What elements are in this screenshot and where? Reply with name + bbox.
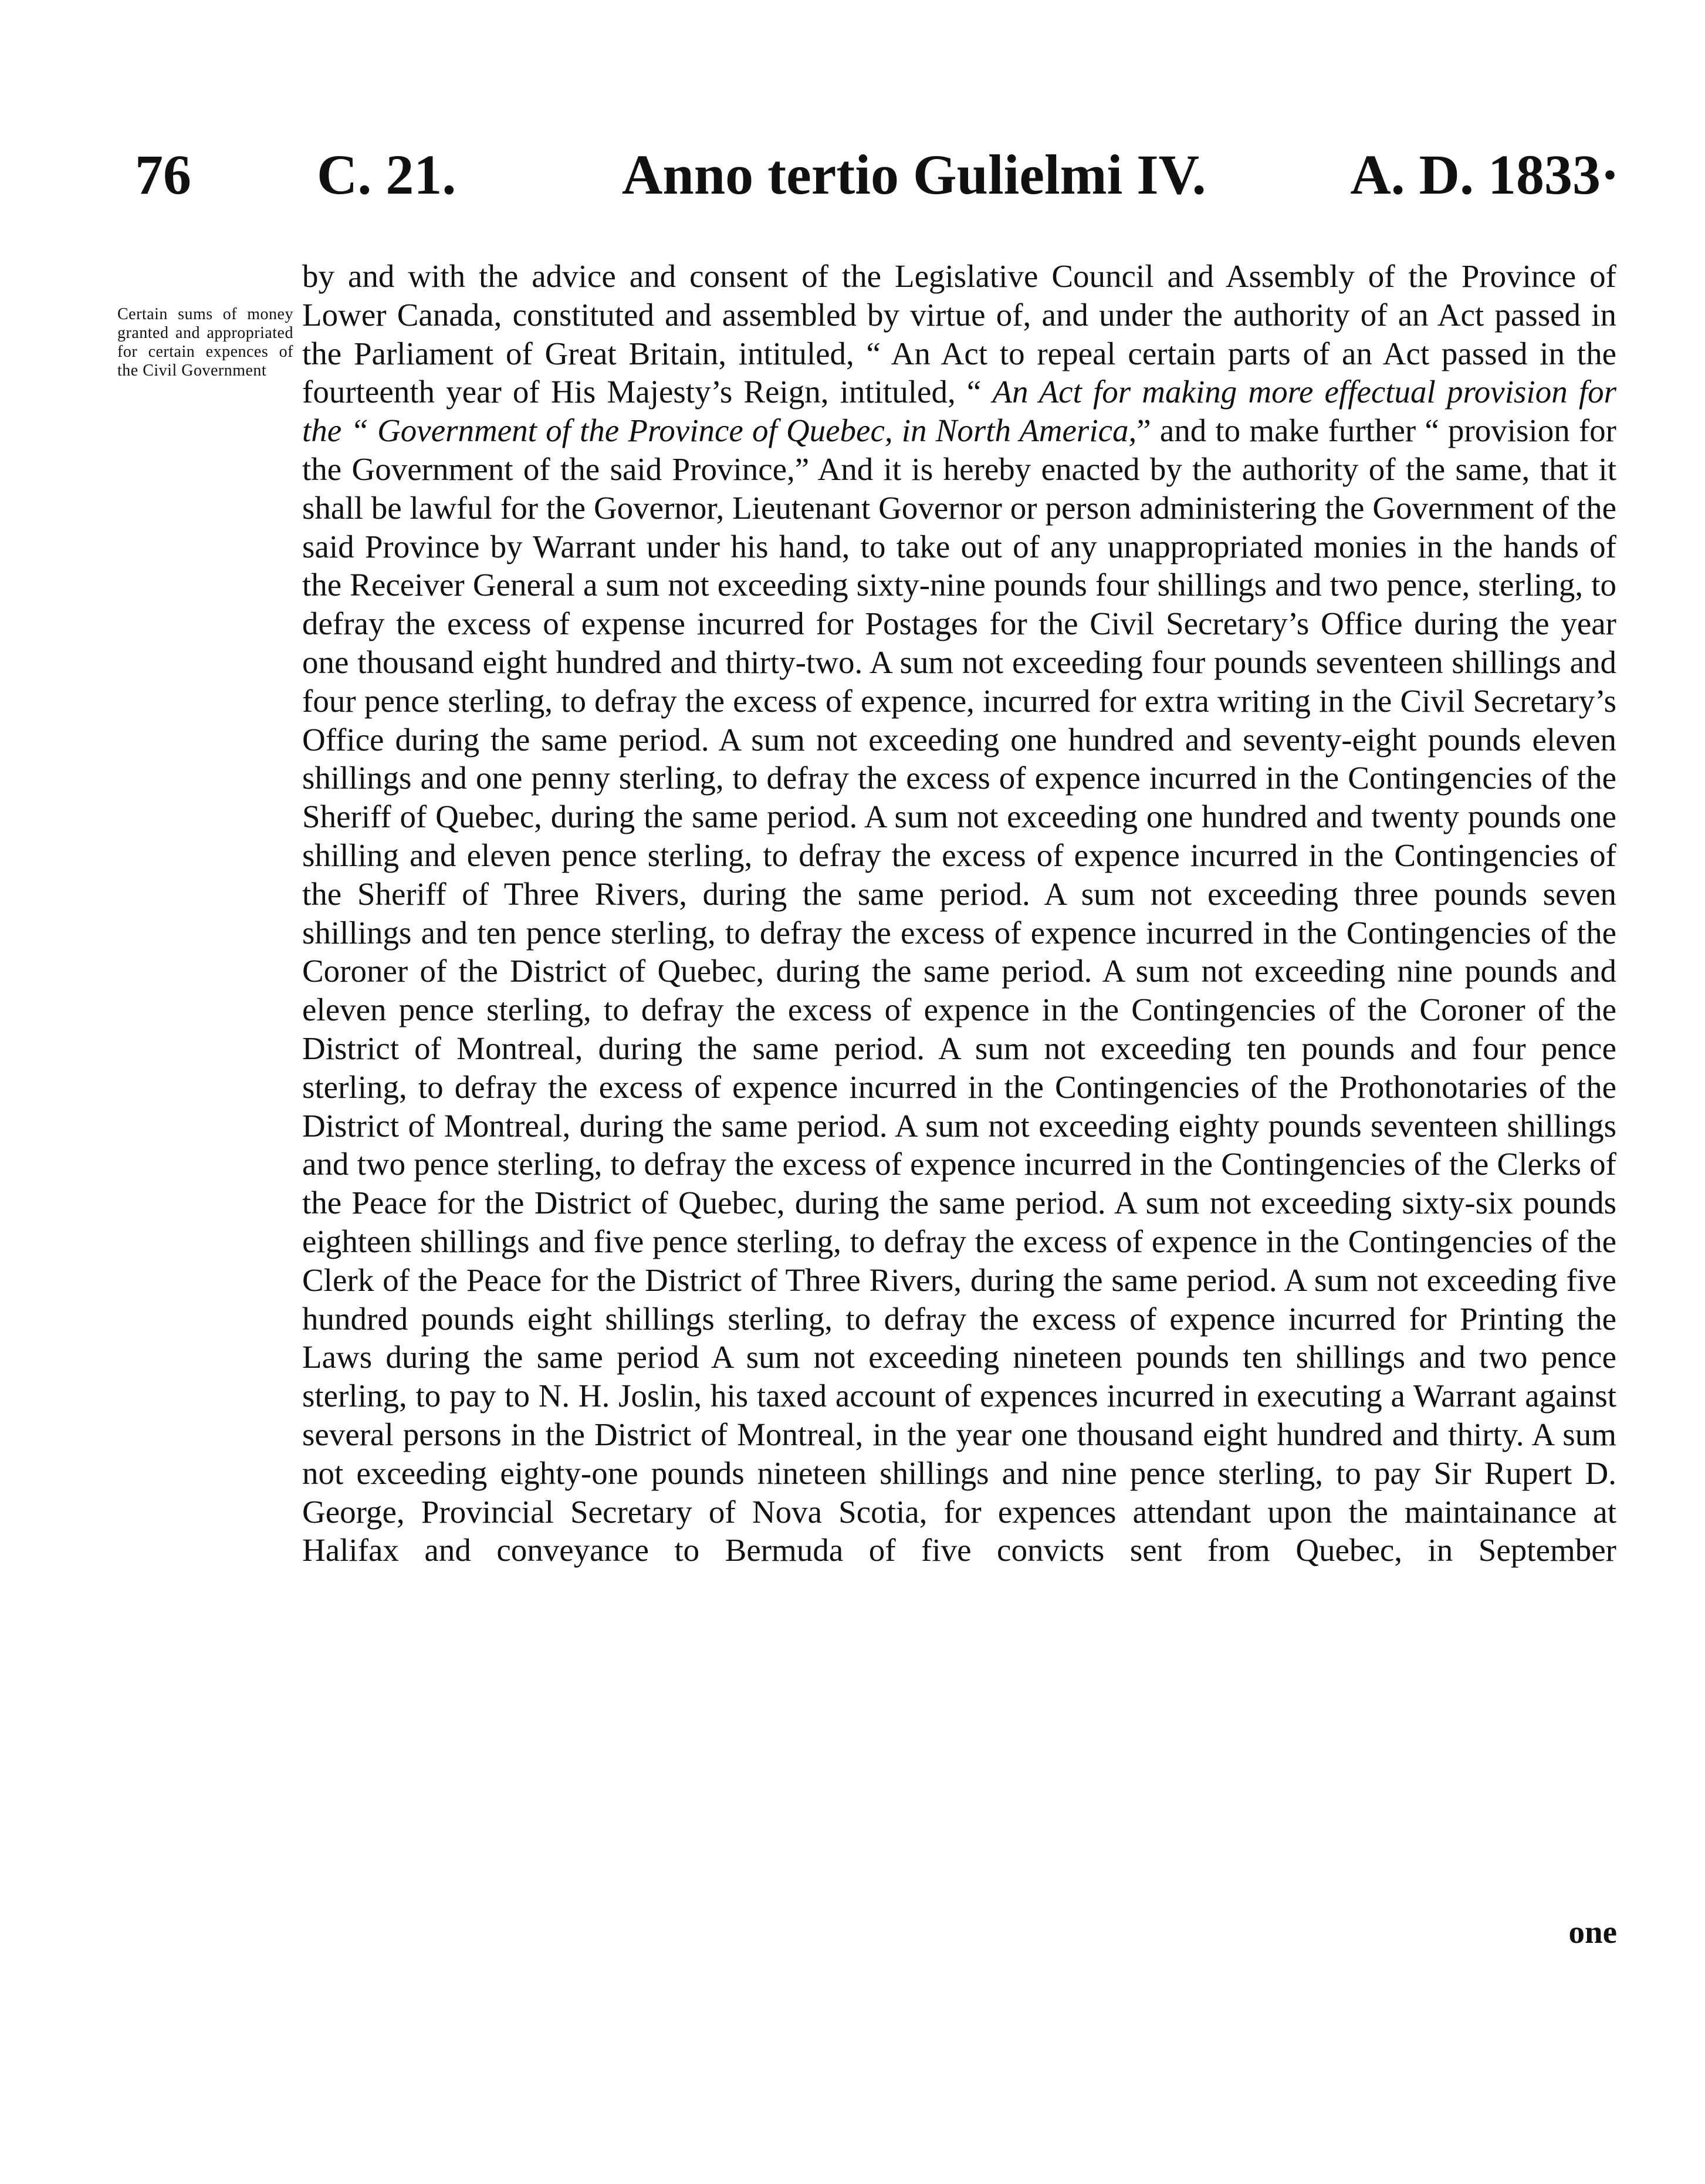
year-label: A. D. 1833· [1350,143,1619,206]
body-text-part-1: by and with the advice and consent of the Legislative Council and Assembly of the Province of Lower Canada, constituted and assembled by virtue of, and under the authority of an Act passed in the Parliament of Great Britain, intituled, “ An Act to repeal certain parts of an Act passed in the fourteenth year of His Majesty’s Reign, intituled, “ [302,258,1616,410]
marginal-note: Certain sums of money granted and appropriated for certain expences of the Civil Government [117,305,293,380]
body-text-italic-title: An Act for making more effectual provision for the “ Government of the Province of Quebec, in North America, [302,374,1616,449]
body-text-part-2: ” and to make further “ provision for the Government of the said Province,” And it is hereby enacted by the authority of the same, that it shall be lawful for the Governor, Lieutenant Governor or person administering the Government of the said Province by Warrant under his hand, to take out of any unappropriated monies in the hands of the Receiver General a sum not exceeding sixty-nine pounds four shillings and two pence, sterling, to defray the excess of expense incurred for Postages for the Civil Secretary’s Office during the year one thousand eight hundred and thirty-two. A sum not exceeding four pounds seventeen shillings and four pence sterling, to defray the excess of expence, incurred for extra writing in the Civil Secretary’s Office during the same period. A sum not exceeding one hundred and seventy-eight pounds eleven shillings and one penny sterling, to defray the excess of expence incurred in the Contingencies of the Sheriff of Quebec, during the same period. A sum not exceeding one hundred and twenty pounds one shilling and eleven pence sterling, to defray the excess of expence incurred in the Contingencies of the Sheriff of Three Rivers, during the same period. A sum not exceeding three pounds seven shillings and ten pence sterling, to defray the excess of expence incurred in the Contingencies of the Coroner of the District of Quebec, during the same period. A sum not exceeding nine pounds and eleven pence sterling, to defray the excess of expence in the Contingencies of the Coroner of the District of Montreal, during the same period. A sum not exceeding ten pounds and four pence sterling, to defray the excess of expence incurred in the Contingencies of the Prothonotaries of the District of Montreal, during the same period. A sum not exceeding eighty pounds seventeen shillings and two pence sterling, to defray the excess of expence incurred in the Contingencies of the Clerks of the Peace for the District of Quebec, during the same period. A sum not exceeding sixty-six pounds eighteen shillings and five pence sterling, to defray the excess of expence in the Contingencies of the Clerk of the Peace for the District of Three Rivers, during the same period. A sum not exceeding five hundred pounds eight shillings sterling, to defray the excess of expence incurred for Printing the Laws during the same period A sum not exceeding nineteen pounds ten shillings and two pence sterling, to pay to N. H. Joslin, his taxed account of expences incurred in executing a Warrant against several persons in the District of Montreal, in the year one thousand eight hundred and thirty. A sum not exceeding eighty-one pounds nineteen shillings and nine pence sterling, to pay Sir Rupert D. George, Provincial Secretary of Nova Scotia, for expences attendant upon the maintainance at Halifax and conveyance to Bermuda of five convicts sent from Quebec, in September [302,413,1616,1568]
body-text [302,257,1616,1570]
running-header [135,140,1619,210]
catchword: one [1568,1914,1617,1950]
chapter-number: C. 21. [317,143,456,206]
body-paragraph [302,257,1616,1570]
page-number: 76 [135,143,191,206]
running-title: Anno tertio Gulielmi IV. [622,143,1206,206]
